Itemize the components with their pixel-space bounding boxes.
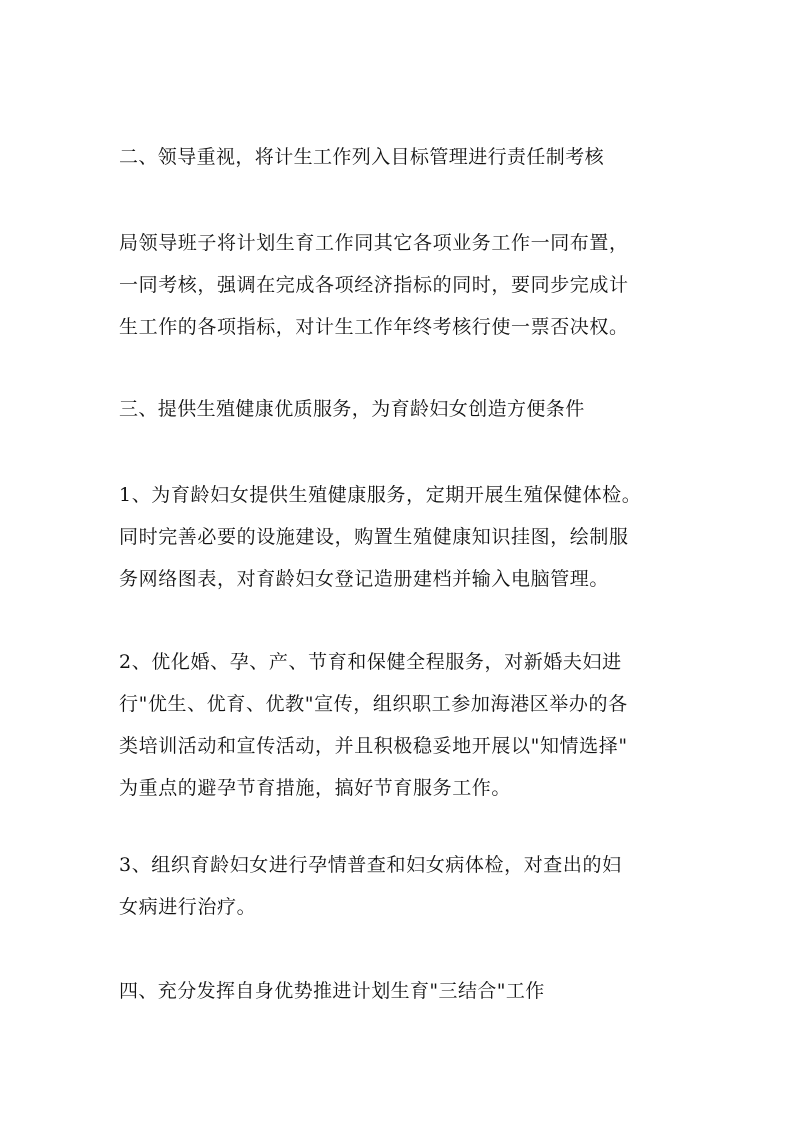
text-line: 局领导班子将计划生育工作同其它各项业务工作一同布置， — [119, 232, 629, 254]
text-line: 同时完善必要的设施建设，购置生殖健康知识挂图，绘制服 — [119, 526, 629, 548]
text-line: 女病进行治疗。 — [119, 896, 257, 918]
paragraph-leadership — [119, 222, 699, 348]
section-heading-four — [119, 970, 699, 1012]
text-line: 为重点的避孕节育措施，搞好节育服务工作。 — [119, 777, 512, 799]
text-line: 务网络图表，对育龄妇女登记造册建档并输入电脑管理。 — [119, 568, 610, 590]
paragraph-item-2 — [119, 641, 699, 809]
text-line: 行"优生、优育、优教"宣传，组织职工参加海港区举办的各 — [119, 693, 628, 715]
text-line: 2、优化婚、孕、产、节育和保健全程服务，对新婚夫妇进 — [119, 651, 622, 673]
text-line: 二、领导重视，将计生工作列入目标管理进行责任制考核 — [119, 146, 605, 168]
text-line: 四、充分发挥自身优势推进计划生育"三结合"工作 — [119, 980, 545, 1002]
text-line: 类培训活动和宣传活动，并且积极稳妥地开展以"知情选择" — [119, 735, 628, 757]
text-line: 生工作的各项指标，对计生工作年终考核行使一票否决权。 — [119, 316, 629, 338]
text-line: 三、提供生殖健康优质服务，为育龄妇女创造方便条件 — [119, 398, 585, 420]
paragraph-item-3 — [119, 844, 699, 928]
text-line: 3、组织育龄妇女进行孕情普查和妇女病体检，对查出的妇 — [119, 854, 622, 876]
paragraph-item-1 — [119, 474, 699, 600]
section-heading-two — [119, 136, 699, 178]
section-heading-three — [119, 388, 699, 430]
text-line: 1、为育龄妇女提供生殖健康服务，定期开展生殖保健体检。 — [119, 484, 642, 506]
text-line: 一同考核，强调在完成各项经济指标的同时，要同步完成计 — [119, 274, 629, 296]
